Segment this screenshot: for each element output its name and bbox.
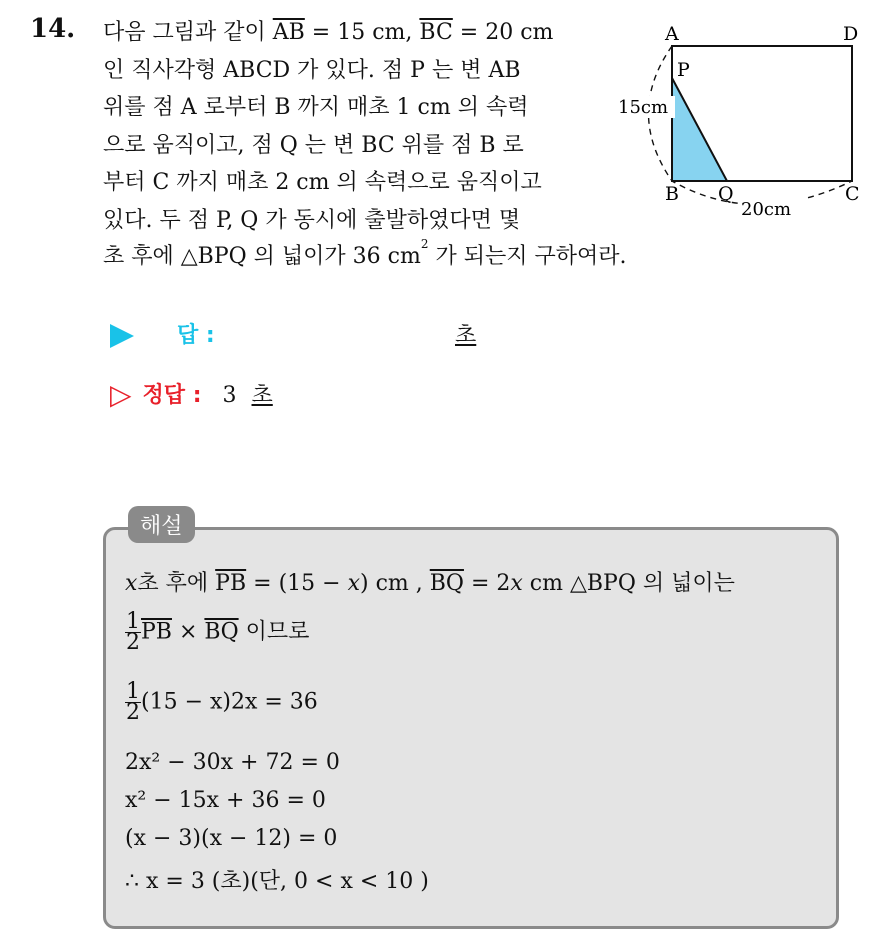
label-d: D [843,23,859,45]
segment-bq: $\overline{BQ}$ [204,619,239,645]
play-triangle-icon [110,324,134,348]
text-span: 초 후에 △BPQ 의 넓이가 36 cm [103,244,421,269]
question-line: 인 직사각형 ABCD 가 있다. 점 P 는 변 AB [103,57,521,83]
label-q: Q [718,183,734,205]
label-b: B [665,183,679,205]
text-span: 이므로 [238,619,310,645]
question-line: 위를 점 A 로부터 B 까지 매초 1 cm 의 속력 [103,95,529,120]
explanation-line-4: 2x² − 30x + 72 = 0 [125,750,340,775]
fraction-numerator: 1 [126,679,140,704]
text-span: = 2 [463,571,511,596]
explanation-line-5: x² − 15x + 36 = 0 [125,788,326,813]
fraction-denominator: 2 [126,630,140,655]
text-span: ) cm , [360,571,430,596]
length-ab: 15cm [618,97,669,118]
explanation-line-6: (x − 3)(x − 12) = 0 [125,826,338,851]
fraction [125,609,141,655]
question-line: 부터 C 까지 매초 2 cm 의 속력으로 움직이고 [103,170,542,195]
correct-label: 정답 : [142,383,202,408]
segment-pb: $\overline{PB}$ [215,571,247,596]
fraction-denominator: 2 [126,700,140,725]
explanation-tag: 해설 [128,506,195,543]
correct-answer-row [110,378,273,411]
text-span: = 15 cm, [304,20,420,45]
segment-ab: $\overline{AB}$ [272,20,305,45]
label-p: P [677,59,690,81]
explanation-line-2 [125,609,310,655]
correct-unit: 초 [251,383,273,408]
text-span: = (15 − [246,571,348,596]
segment-bq: $\overline{BQ}$ [429,571,464,596]
superscript: 2 [420,237,429,251]
fraction [125,679,141,725]
triangle-bpq [672,78,727,181]
explanation-line-7: ∴ x = 3 (초)(단, 0 < x < 10 ) [125,869,429,894]
text-span: 가 되는지 구하여라. [428,244,627,269]
explanation-line-1 [125,566,735,597]
label-a: A [665,23,679,45]
fraction-numerator: 1 [126,609,140,634]
text-span: × [171,619,205,645]
answer-row [110,318,477,349]
var-x: x [125,571,138,596]
length-bc: 20cm [741,199,792,220]
correct-value: 3 [222,383,237,408]
text-span: 초 후에 [137,571,216,596]
text-span: 다음 그림과 같이 [103,20,273,45]
rectangle-figure [605,18,880,223]
explanation-line-3 [125,679,318,725]
text-span: = 20 cm [452,20,554,45]
label-c: C [845,183,860,205]
outline-triangle-icon: ▷ [110,378,132,411]
answer-label: 답 : [177,323,215,348]
question-last-line [103,239,626,270]
var-x: x [347,571,360,596]
text-span: cm △BPQ 의 넓이는 [522,571,735,596]
question-line: 있다. 두 점 P, Q 가 동시에 출발하였다면 몇 [103,207,521,233]
question-number: 14. [30,14,76,44]
equation: (15 − x)2x = 36 [141,689,318,715]
answer-unit: 초 [455,323,477,348]
question-text [103,14,633,239]
var-x: x [510,571,523,596]
segment-pb: $\overline{PB}$ [141,619,172,645]
question-line: 으로 움직이고, 점 Q 는 변 BC 위를 점 B 로 [103,132,524,158]
question-line [103,14,633,52]
segment-bc: $\overline{BC}$ [419,20,453,45]
